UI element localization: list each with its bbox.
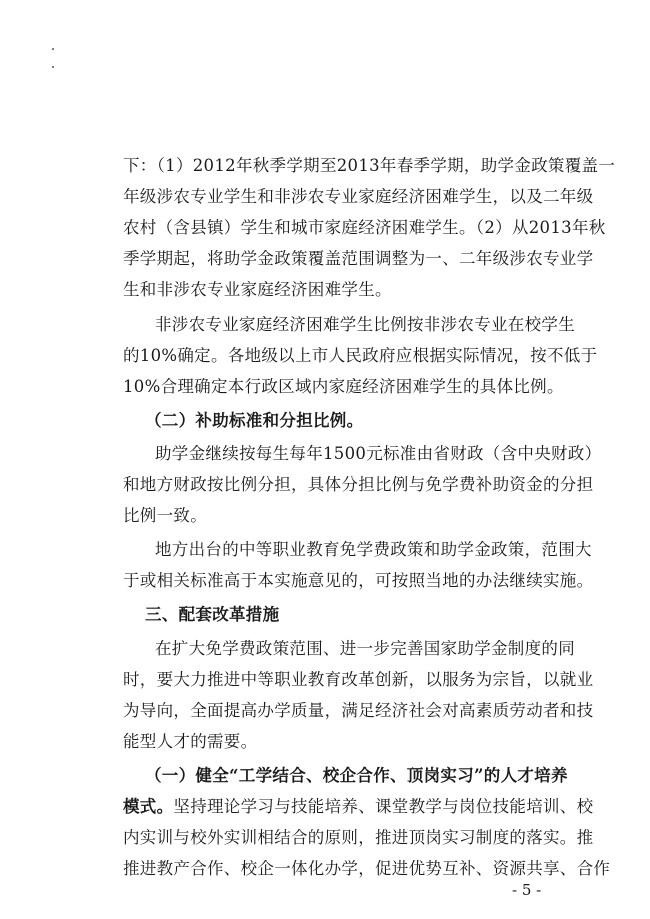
page-number: - 5 - — [512, 881, 542, 899]
text-line: 生和非涉农专业家庭经济困难学生。 — [123, 280, 392, 299]
paragraph-start: 助学金继续按每生每年1500元标准由省财政（含中央财政） — [155, 444, 602, 463]
text-line: 的10%确定。各地级以上市人民政府应根据实际情况，按不低于 — [123, 346, 598, 365]
section-heading: （二）补助标准和分担比例。 — [145, 411, 364, 430]
text-line: 10%合理确定本行政区域内家庭经济困难学生的具体比例。 — [123, 377, 564, 396]
paragraph-start: 非涉农专业家庭经济困难学生比例按非涉农专业在校学生 — [155, 315, 575, 334]
scan-speck — [52, 66, 54, 68]
paragraph-start: 在扩大免学费政策范围、进一步完善国家助学金制度的同 — [155, 639, 575, 658]
text-line: 推进教产合作、校企一体化办学，促进优势互补、资源共享、合作 — [123, 859, 611, 878]
section-heading: （一）健全“工学结合、校企合作、顶岗实习”的人才培养 — [145, 766, 568, 785]
text-line: 年级涉农专业学生和非涉农专业家庭经济困难学生，以及二年级 — [123, 187, 594, 206]
text-line — [123, 796, 593, 818]
text-line: 下：（1）2012年秋季学期至2013年春季学期，助学金政策覆盖一 — [123, 156, 616, 175]
section-heading: 三、配套改革措施 — [145, 605, 280, 624]
text-line: 季学期起，将助学金政策覆盖范围调整为一、二年级涉农专业学 — [123, 249, 594, 268]
text-line: 能型人才的需要。 — [123, 732, 258, 751]
paragraph-start: 地方出台的中等职业教育免学费政策和助学金政策，范围大 — [155, 540, 592, 559]
text-line: 和地方财政按比例分担，具体分担比例与免学费补助资金的分担 — [123, 475, 594, 494]
text-line: 比例一致。 — [123, 506, 207, 525]
scan-speck — [52, 48, 54, 50]
text-line: 为导向，全面提高办学质量，满足经济社会对高素质劳动者和技 — [123, 701, 594, 720]
text-line: 农村（含县镇）学生和城市家庭经济困难学生。（2）从2013年秋 — [123, 218, 606, 237]
text-line: 于或相关标准高于本实施意见的，可按照当地的办法继续实施。 — [123, 571, 594, 590]
text-line: 内实训与校外实训相结合的原则，推进顶岗实习制度的落实。推 — [123, 828, 594, 847]
text-line: 时，要大力推进中等职业教育改革创新，以服务为宗旨，以就业 — [123, 670, 594, 689]
body-text: 坚持理论学习与技能培养、课堂教学与岗位技能培训、校 — [173, 797, 594, 816]
heading-continuation: 模式。 — [123, 797, 174, 816]
